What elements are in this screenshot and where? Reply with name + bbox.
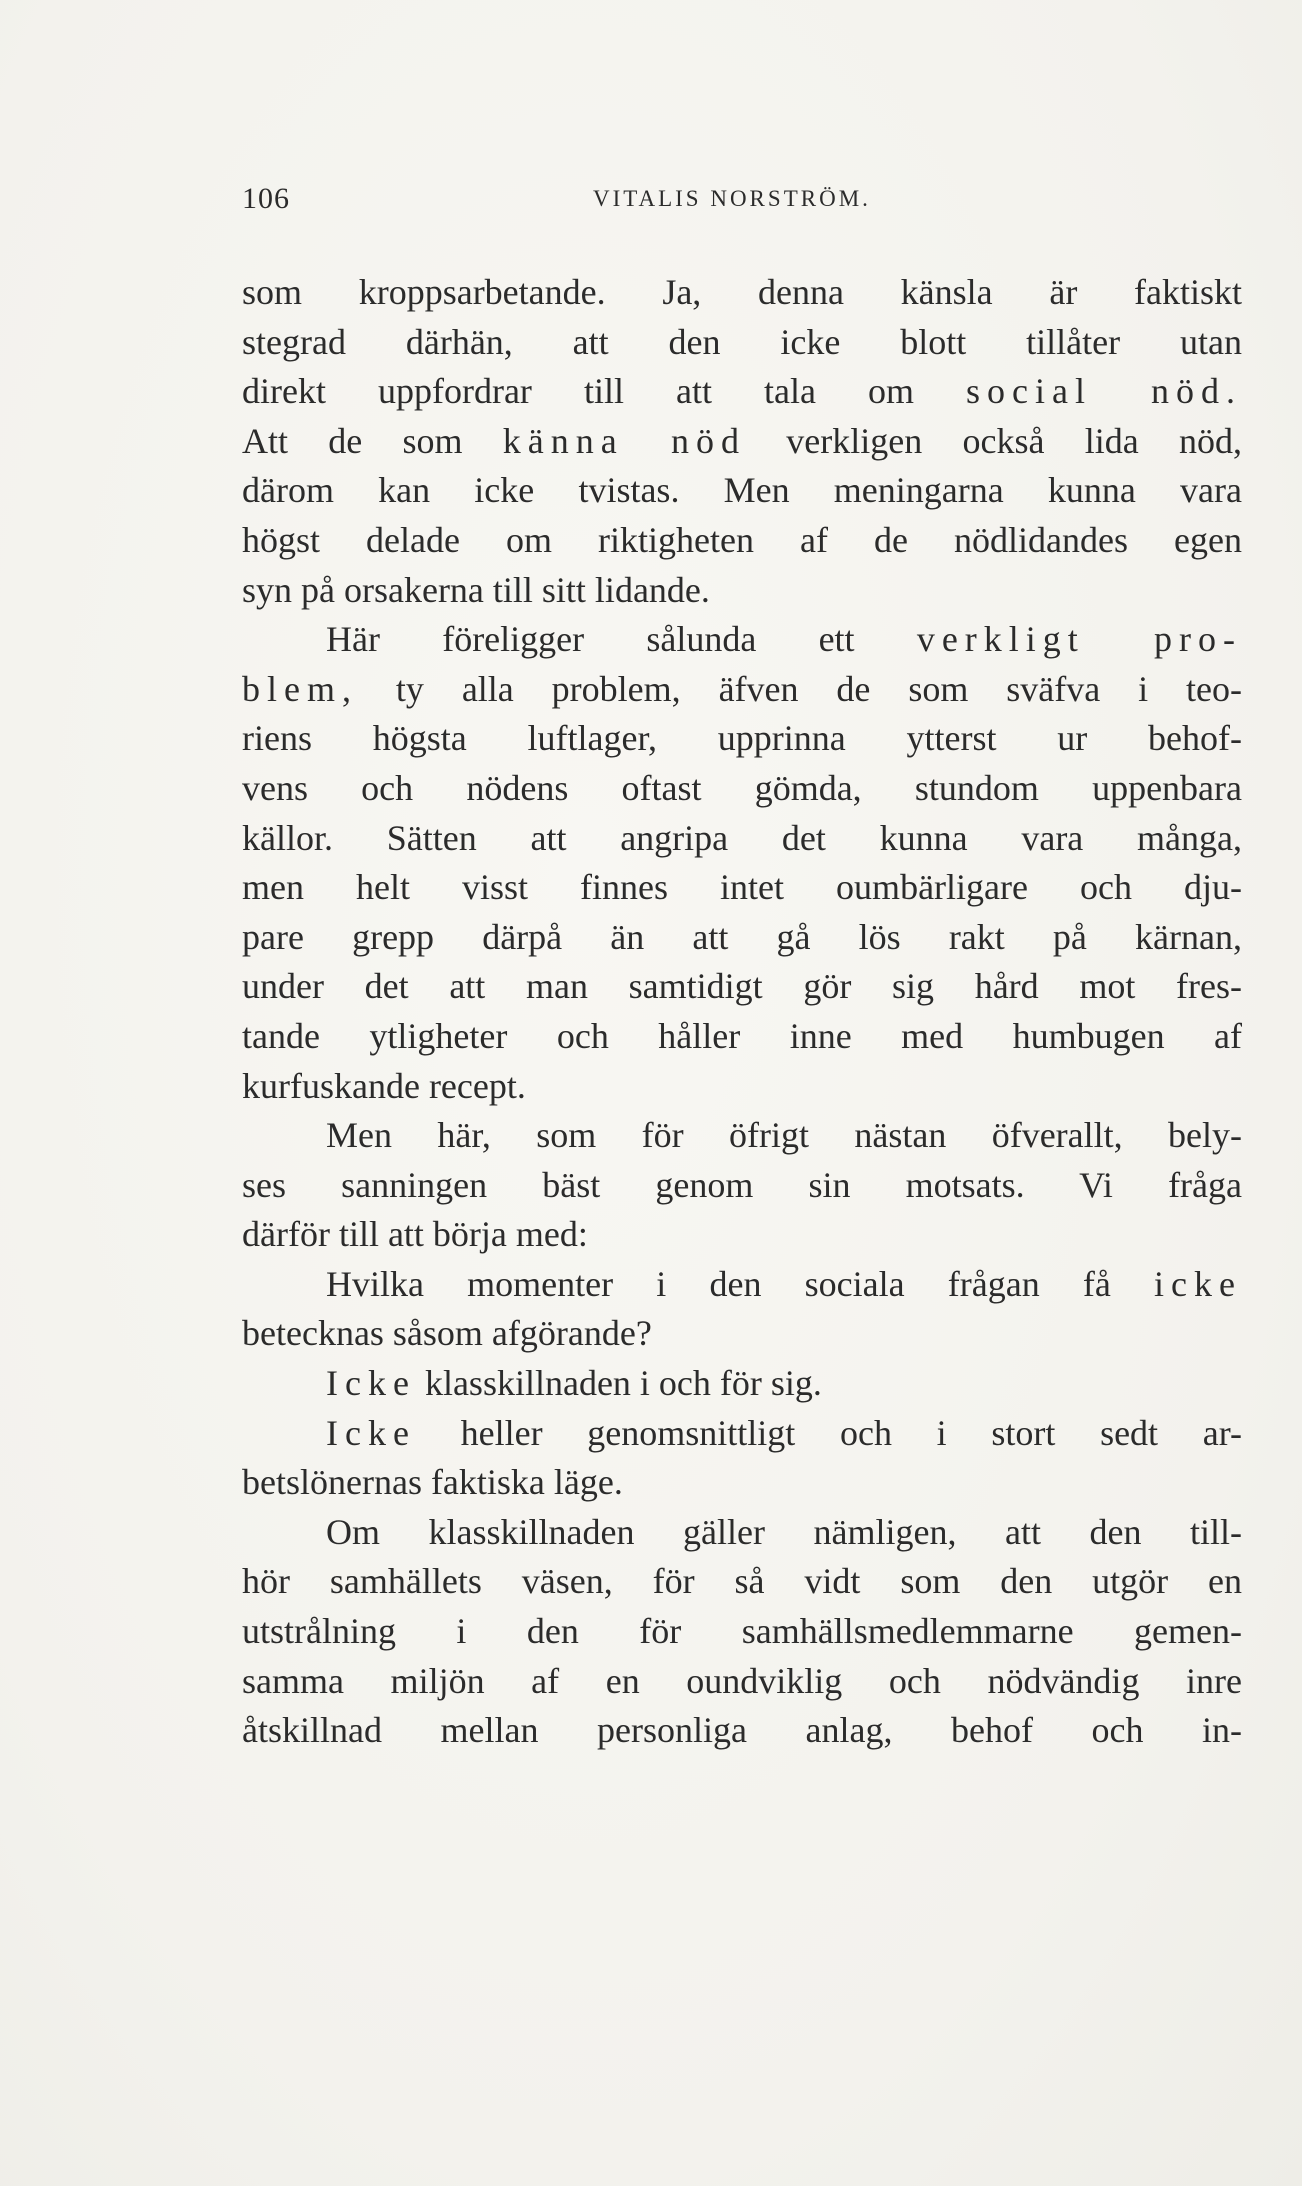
text-line: riens högsta luftlager, upprinna ytterst ur behof- [242,718,1242,759]
text-line: utstrålning i den för samhällsmedlemmarne gemen- [242,1611,1242,1652]
text-line: vens och nödens oftast gömda, stundom uppenbara [242,767,1242,808]
text-line: kurfuskande recept. [242,1065,526,1106]
spaced-emphasis: icke [1154,1263,1242,1304]
text-line: pare grepp därpå än att gå lös rakt på kärnan, [242,916,1242,957]
text-line: betslönernas faktiska läge. [242,1462,623,1503]
page-number: 106 [242,182,290,215]
page-header [242,182,1242,222]
text-line: hör samhällets väsen, för så vidt som den utgör en [242,1561,1242,1602]
text-line: åtskillnad mellan personliga anlag, behof och in- [242,1710,1242,1751]
spaced-emphasis: verkligt pro- [916,619,1243,660]
text-line: källor. Sätten att angripa det kunna vara många, [242,817,1242,858]
text-line: stegrad därhän, att den icke blott tillåter utan [242,321,1242,362]
text-line: därför till att börja med: [242,1214,588,1255]
text-line: under det att man samtidigt gör sig hård mot fres- [242,966,1242,1007]
text-line: men helt visst finnes intet oumbärligare och dju- [242,867,1242,908]
text-line: blem, ty alla problem, äfven de som sväfva i teo- [242,668,1242,709]
spaced-emphasis: blem, [242,668,358,709]
text-line: betecknas såsom afgörande? [242,1313,652,1354]
text-line: som kroppsarbetande. Ja, denna känsla är faktiskt [242,272,1242,312]
spaced-emphasis: Icke [326,1412,416,1453]
spaced-emphasis: känna nöd [502,420,747,461]
spaced-emphasis: Icke [326,1363,416,1404]
text-line: Men här, som för öfrigt nästan öfverallt, bely- [326,1115,1242,1156]
text-line: därom kan icke tvistas. Men meningarna kunna vara [242,470,1242,511]
text-line: Att de som känna nöd verkligen också lida nöd, [242,420,1242,461]
text-line: högst delade om riktigheten af de nödlidandes egen [242,519,1242,560]
text-line: direkt uppfordrar till att tala om social nöd. [242,371,1242,412]
spaced-emphasis: social nöd. [966,371,1242,412]
text-line: Här föreligger sålunda ett verkligt pro- [326,619,1243,660]
text-line: ses sanningen bäst genom sin motsats. Vi fråga [242,1164,1242,1205]
text-line: Om klasskillnaden gäller nämligen, att den till- [326,1511,1242,1552]
text-line: Icke heller genomsnittligt och i stort sedt ar- [326,1412,1242,1453]
text-line: Icke klasskillnaden i och för sig. [326,1363,822,1404]
body-text [242,268,1242,1756]
text-line: tande ytligheter och håller inne med humbugen af [242,1015,1242,1056]
text-line: syn på orsakerna till sitt lidande. [242,569,710,610]
running-head: VITALIS NORSTRÖM. [593,186,871,211]
text-line: samma miljön af en oundviklig och nödvändig inre [242,1660,1242,1701]
text-line: Hvilka momenter i den sociala frågan få icke [326,1263,1242,1304]
